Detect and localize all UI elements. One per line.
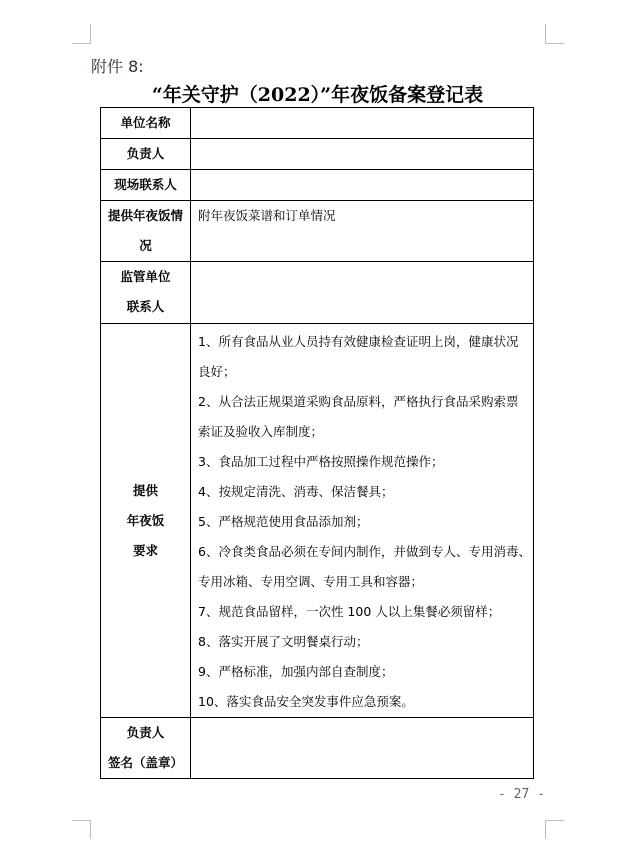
field-responsible[interactable]	[198, 139, 533, 169]
row-onsite-contact	[101, 170, 534, 201]
requirement-line: 3、食品加工过程中严格按照操作规范操作；	[198, 454, 444, 469]
row-requirements	[101, 324, 534, 718]
requirement-line: 4、按规定清洗、消毒、保洁餐具；	[198, 484, 394, 499]
row-unit-name	[101, 108, 534, 139]
row-responsible	[101, 139, 534, 170]
crop-mark	[545, 24, 546, 43]
row-supervisor	[101, 262, 534, 324]
crop-mark	[72, 43, 91, 44]
field-unit-name[interactable]	[198, 108, 533, 138]
requirement-line: 专用冰箱、专用空调、专用工具和容器；	[198, 574, 424, 589]
crop-mark	[545, 820, 564, 821]
label-signature-line1: 负责人	[126, 725, 165, 740]
label-provide-status-line2: 况	[139, 238, 152, 253]
requirement-line: 1、所有食品从业人员持有效健康检查证明上岗，健康状况	[198, 334, 519, 349]
label-provide-status-line1: 提供年夜饭情	[107, 208, 183, 223]
label-requirements-line2: 年夜饭	[126, 512, 165, 528]
label-supervisor-line1: 监管单位	[120, 269, 171, 284]
field-onsite-contact[interactable]	[198, 170, 533, 200]
label-requirements-line3: 要求	[132, 542, 158, 558]
field-supervisor[interactable]	[198, 262, 533, 292]
requirement-line: 索证及验收入库制度；	[198, 424, 324, 439]
requirement-line: 7、规范食品留样，一次性 100 人以上集餐必须留样；	[198, 604, 501, 619]
page-number: - 27 -	[498, 787, 545, 802]
label-requirements-line1: 提供	[132, 482, 158, 498]
field-signature[interactable]	[198, 718, 533, 748]
requirement-line: 2、从合法正规渠道采购食品原料，严格执行食品采购索票	[198, 394, 519, 409]
requirement-line: 8、落实开展了文明餐桌行动；	[198, 634, 369, 649]
document-title: “年关守护（2022）”年夜饭备案登记表	[151, 84, 484, 106]
row-signature	[101, 718, 534, 779]
field-provide-status[interactable]: 附年夜饭菜谱和订单情况	[198, 208, 336, 223]
requirement-line: 10、落实食品安全突发事件应急预案。	[198, 694, 414, 709]
crop-mark	[72, 820, 91, 821]
crop-mark	[90, 820, 91, 839]
label-signature-line2: 签名（盖章）	[107, 755, 183, 770]
requirement-line: 6、冷食类食品必须在专间内制作，并做到专人、专用消毒、	[198, 544, 531, 559]
label-unit-name: 单位名称	[120, 115, 171, 130]
requirement-line: 良好；	[198, 364, 236, 379]
requirement-line: 5、严格规范使用食品添加剂；	[198, 514, 369, 529]
crop-mark	[90, 24, 91, 43]
registration-form-table	[100, 107, 534, 779]
crop-mark	[545, 43, 564, 44]
label-onsite-contact: 现场联系人	[114, 177, 177, 192]
label-responsible: 负责人	[126, 146, 165, 161]
attachment-label: 附件 8:	[91, 57, 144, 76]
label-supervisor-line2: 联系人	[126, 299, 165, 314]
requirement-line: 9、严格标准，加强内部自查制度；	[198, 664, 394, 679]
row-provide-status	[101, 201, 534, 262]
crop-mark	[545, 820, 546, 839]
